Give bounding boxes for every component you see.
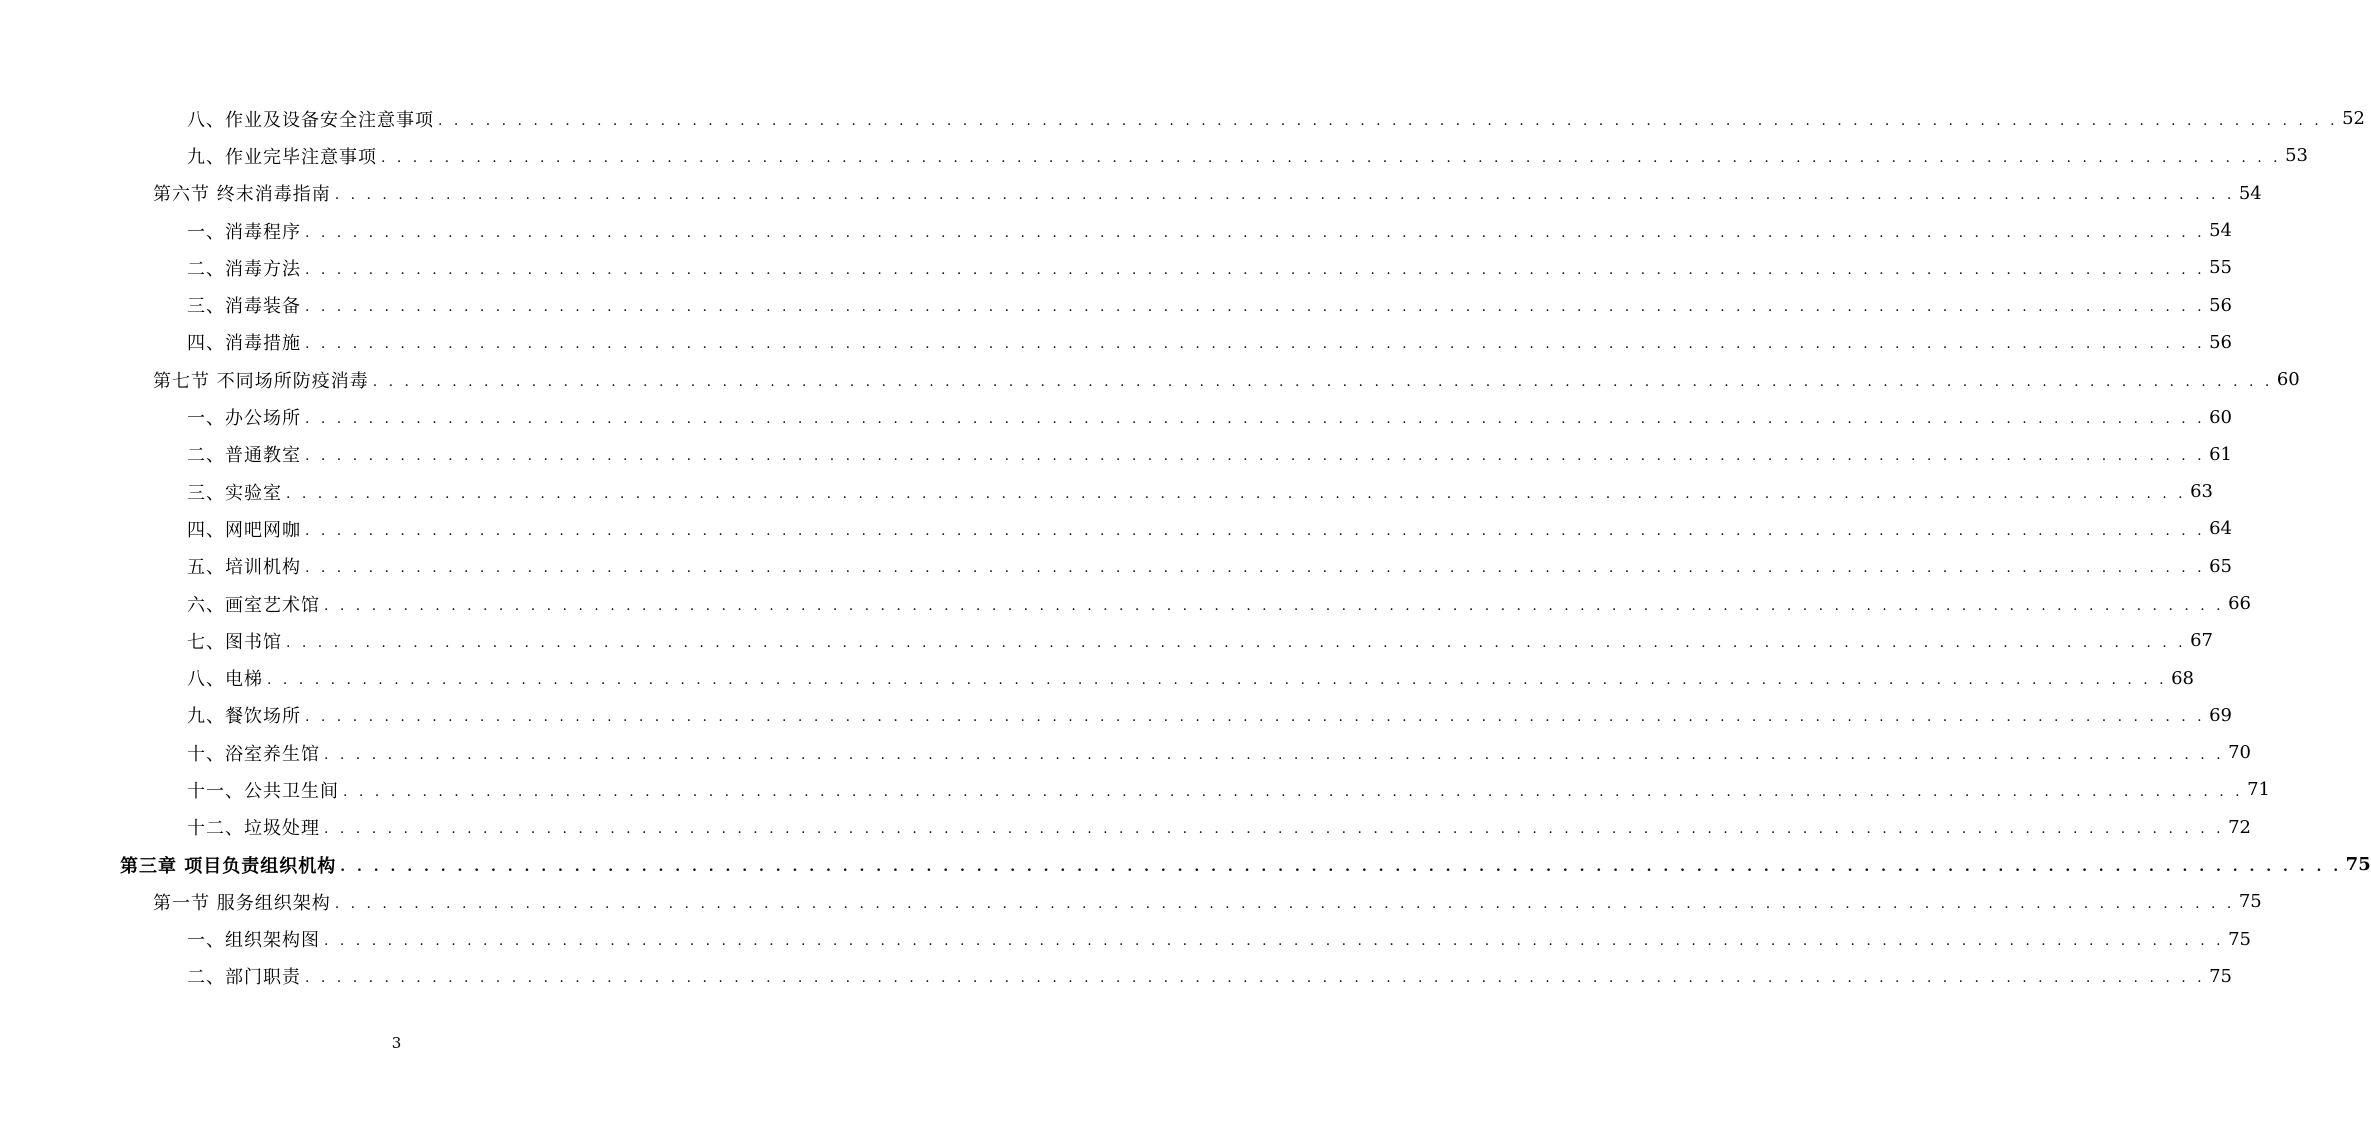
toc-entry-label: 十一、公共卫生间 xyxy=(187,780,339,802)
toc-leader-dots: . . . . . . . . . . . . . . . . . . . . . . . . . . . . . . . . . . . . . . . . . . . . . . . . . . . . . . . . . . . . . . . . . . . . . . . . . . . . . . . . . . . . . . . . . . . . . . . . . . . . . . . . . . . . . . . . . . . . . . . . xyxy=(438,112,2339,129)
toc-entry-page: 72 xyxy=(2228,816,2252,838)
toc-entry xyxy=(0,249,2233,286)
toc-entry-label: 一、办公场所 xyxy=(187,408,301,430)
toc-leader-dots: . . . . . . . . . . . . . . . . . . . . . . . . . . . . . . . . . . . . . . . . . . . . . . . . . . . . . . . . . . . . . . . . . . . . . . . . . . . . . . . . . . . . . . . . . . . . . . . . . . . . . . . . . . . . . . . . . . . . . . . . xyxy=(267,672,2168,689)
toc-entry-page: 54 xyxy=(2209,220,2233,242)
toc-entry-label: 二、普通教室 xyxy=(187,445,301,467)
toc-entry xyxy=(0,883,2262,920)
toc-entry-page: 66 xyxy=(2228,593,2252,614)
toc-entry xyxy=(0,846,2371,883)
toc-entry-label: 二、部门职责 xyxy=(187,967,301,989)
toc-entry-page: 54 xyxy=(2238,182,2262,204)
page-number: 3 xyxy=(391,1034,402,1052)
toc-entry xyxy=(0,809,2252,846)
toc-entry-label: 六、画室艺术馆 xyxy=(187,594,320,616)
toc-entry xyxy=(0,436,2233,473)
toc-entry-label: 二、消毒方法 xyxy=(187,258,301,280)
toc-entry xyxy=(0,958,2233,995)
toc-entry-label: 五、培训机构 xyxy=(187,557,301,579)
toc-entry xyxy=(0,659,2195,696)
toc-entry xyxy=(0,771,2271,808)
toc-leader-dots: . . . . . . . . . . . . . . . . . . . . . . . . . . . . . . . . . . . . . . . . . . . . . . . . . . . . . . . . . . . . . . . . . . . . . . . . . . . . . . . . . . . . . . . . . . . . . . . . . . . . . . . . . . . . . . . . . . . . . . . . xyxy=(305,299,2206,316)
toc-leader-dots: . . . . . . . . . . . . . . . . . . . . . . . . . . . . . . . . . . . . . . . . . . . . . . . . . . . . . . . . . . . . . . . . . . . . . . . . . . . . . . . . . . . . . . . . . . . . . . . . . . . . . . . . . . . . . . . . . . . . . . . . xyxy=(340,858,2342,875)
table-of-contents xyxy=(0,100,2371,995)
toc-entry-label: 九、作业完毕注意事项 xyxy=(187,146,377,168)
toc-entry-page: 53 xyxy=(2285,145,2309,167)
toc-leader-dots: . . . . . . . . . . . . . . . . . . . . . . . . . . . . . . . . . . . . . . . . . . . . . . . . . . . . . . . . . . . . . . . . . . . . . . . . . . . . . . . . . . . . . . . . . . . . . . . . . . . . . . . . . . . . . . . . . . . . . . . . xyxy=(343,783,2244,800)
toc-entry-label: 十二、垃圾处理 xyxy=(187,818,320,840)
toc-entry-page: 75 xyxy=(2209,965,2233,987)
toc-entry-page: 60 xyxy=(2209,406,2233,428)
toc-entry-page: 55 xyxy=(2209,257,2233,279)
toc-entry-page: 69 xyxy=(2209,704,2233,726)
toc-entry-page: 75 xyxy=(2228,928,2252,950)
toc-leader-dots: . . . . . . . . . . . . . . . . . . . . . . . . . . . . . . . . . . . . . . . . . . . . . . . . . . . . . . . . . . . . . . . . . . . . . . . . . . . . . . . . . . . . . . . . . . . . . . . . . . . . . . . . . . . . . . . . . . . . . . . . xyxy=(305,411,2206,428)
toc-entry-label: 四、消毒措施 xyxy=(187,333,301,355)
toc-entry-page: 75 xyxy=(2238,891,2262,913)
toc-entry-page: 52 xyxy=(2342,108,2366,130)
toc-entry-label: 第一节 服务组织架构 xyxy=(153,892,331,914)
toc-entry-label: 一、消毒程序 xyxy=(187,221,301,243)
toc-entry xyxy=(0,510,2233,547)
toc-leader-dots: . . . . . . . . . . . . . . . . . . . . . . . . . . . . . . . . . . . . . . . . . . . . . . . . . . . . . . . . . . . . . . . . . . . . . . . . . . . . . . . . . . . . . . . . . . . . . . . . . . . . . . . . . . . . . . . . . . . . . . . . xyxy=(305,970,2206,987)
toc-leader-dots: . . . . . . . . . . . . . . . . . . . . . . . . . . . . . . . . . . . . . . . . . . . . . . . . . . . . . . . . . . . . . . . . . . . . . . . . . . . . . . . . . . . . . . . . . . . . . . . . . . . . . . . . . . . . . . . . . . . . . . . . xyxy=(372,373,2273,390)
toc-entry xyxy=(0,473,2214,510)
toc-leader-dots: . . . . . . . . . . . . . . . . . . . . . . . . . . . . . . . . . . . . . . . . . . . . . . . . . . . . . . . . . . . . . . . . . . . . . . . . . . . . . . . . . . . . . . . . . . . . . . . . . . . . . . . . . . . . . . . . . . . . . . . . xyxy=(324,821,2225,838)
toc-entry-label: 第七节 不同场所防疫消毒 xyxy=(153,370,369,392)
toc-leader-dots: . . . . . . . . . . . . . . . . . . . . . . . . . . . . . . . . . . . . . . . . . . . . . . . . . . . . . . . . . . . . . . . . . . . . . . . . . . . . . . . . . . . . . . . . . . . . . . . . . . . . . . . . . . . . . . . . . . . . . . . . xyxy=(381,149,2282,166)
toc-entry xyxy=(0,585,2252,622)
toc-entry xyxy=(0,622,2214,659)
toc-entry xyxy=(0,212,2233,249)
toc-entry-label: 第三章 项目负责组织机构 xyxy=(120,855,337,877)
toc-entry-page: 56 xyxy=(2209,331,2233,353)
toc-entry-label: 十、浴室养生馆 xyxy=(187,743,320,765)
toc-leader-dots: . . . . . . . . . . . . . . . . . . . . . . . . . . . . . . . . . . . . . . . . . . . . . . . . . . . . . . . . . . . . . . . . . . . . . . . . . . . . . . . . . . . . . . . . . . . . . . . . . . . . . . . . . . . . . . . . . . . . . . . . xyxy=(286,634,2187,651)
toc-leader-dots: . . . . . . . . . . . . . . . . . . . . . . . . . . . . . . . . . . . . . . . . . . . . . . . . . . . . . . . . . . . . . . . . . . . . . . . . . . . . . . . . . . . . . . . . . . . . . . . . . . . . . . . . . . . . . . . . . . . . . . . . xyxy=(305,448,2206,465)
toc-entry-label: 九、餐饮场所 xyxy=(187,706,301,728)
toc-entry-page: 63 xyxy=(2190,481,2214,503)
toc-entry-page: 67 xyxy=(2190,630,2214,652)
toc-entry xyxy=(0,548,2233,585)
toc-leader-dots: . . . . . . . . . . . . . . . . . . . . . . . . . . . . . . . . . . . . . . . . . . . . . . . . . . . . . . . . . . . . . . . . . . . . . . . . . . . . . . . . . . . . . . . . . . . . . . . . . . . . . . . . . . . . . . . . . . . . . . . . xyxy=(324,746,2225,763)
toc-leader-dots: . . . . . . . . . . . . . . . . . . . . . . . . . . . . . . . . . . . . . . . . . . . . . . . . . . . . . . . . . . . . . . . . . . . . . . . . . . . . . . . . . . . . . . . . . . . . . . . . . . . . . . . . . . . . . . . . . . . . . . . . xyxy=(334,895,2235,912)
toc-entry xyxy=(0,734,2252,771)
toc-leader-dots: . . . . . . . . . . . . . . . . . . . . . . . . . . . . . . . . . . . . . . . . . . . . . . . . . . . . . . . . . . . . . . . . . . . . . . . . . . . . . . . . . . . . . . . . . . . . . . . . . . . . . . . . . . . . . . . . . . . . . . . . xyxy=(286,485,2187,502)
toc-entry-page: 71 xyxy=(2247,779,2271,801)
toc-leader-dots: . . . . . . . . . . . . . . . . . . . . . . . . . . . . . . . . . . . . . . . . . . . . . . . . . . . . . . . . . . . . . . . . . . . . . . . . . . . . . . . . . . . . . . . . . . . . . . . . . . . . . . . . . . . . . . . . . . . . . . . . xyxy=(324,933,2225,950)
toc-entry xyxy=(0,697,2233,734)
toc-entry-label: 三、消毒装备 xyxy=(187,296,301,318)
toc-leader-dots: . . . . . . . . . . . . . . . . . . . . . . . . . . . . . . . . . . . . . . . . . . . . . . . . . . . . . . . . . . . . . . . . . . . . . . . . . . . . . . . . . . . . . . . . . . . . . . . . . . . . . . . . . . . . . . . . . . . . . . . . xyxy=(305,336,2206,353)
toc-entry-label: 四、网吧网咖 xyxy=(187,519,301,541)
toc-entry-page: 61 xyxy=(2209,443,2233,465)
toc-entry xyxy=(0,324,2233,361)
toc-leader-dots: . . . . . . . . . . . . . . . . . . . . . . . . . . . . . . . . . . . . . . . . . . . . . . . . . . . . . . . . . . . . . . . . . . . . . . . . . . . . . . . . . . . . . . . . . . . . . . . . . . . . . . . . . . . . . . . . . . . . . . . . xyxy=(305,261,2206,278)
toc-entry xyxy=(0,398,2233,435)
toc-entry xyxy=(0,137,2309,174)
toc-entry xyxy=(0,100,2366,137)
toc-leader-dots: . . . . . . . . . . . . . . . . . . . . . . . . . . . . . . . . . . . . . . . . . . . . . . . . . . . . . . . . . . . . . . . . . . . . . . . . . . . . . . . . . . . . . . . . . . . . . . . . . . . . . . . . . . . . . . . . . . . . . . . . xyxy=(305,709,2206,726)
toc-entry xyxy=(0,361,2300,398)
toc-leader-dots: . . . . . . . . . . . . . . . . . . . . . . . . . . . . . . . . . . . . . . . . . . . . . . . . . . . . . . . . . . . . . . . . . . . . . . . . . . . . . . . . . . . . . . . . . . . . . . . . . . . . . . . . . . . . . . . . . . . . . . . . xyxy=(334,187,2235,204)
toc-entry-label: 八、作业及设备安全注意事项 xyxy=(187,109,434,131)
toc-leader-dots: . . . . . . . . . . . . . . . . . . . . . . . . . . . . . . . . . . . . . . . . . . . . . . . . . . . . . . . . . . . . . . . . . . . . . . . . . . . . . . . . . . . . . . . . . . . . . . . . . . . . . . . . . . . . . . . . . . . . . . . . xyxy=(305,560,2206,577)
toc-leader-dots: . . . . . . . . . . . . . . . . . . . . . . . . . . . . . . . . . . . . . . . . . . . . . . . . . . . . . . . . . . . . . . . . . . . . . . . . . . . . . . . . . . . . . . . . . . . . . . . . . . . . . . . . . . . . . . . . . . . . . . . . xyxy=(305,522,2206,539)
toc-entry-page: 60 xyxy=(2276,369,2300,391)
toc-entry-page: 56 xyxy=(2209,294,2233,316)
toc-entry-page: 68 xyxy=(2171,667,2195,689)
toc-entry xyxy=(0,175,2262,212)
toc-entry xyxy=(0,286,2233,323)
toc-entry-page: 65 xyxy=(2209,555,2233,577)
toc-entry-page: 70 xyxy=(2228,742,2252,764)
toc-entry-label: 七、图书馆 xyxy=(187,631,282,653)
toc-entry-label: 一、组织架构图 xyxy=(187,930,320,952)
toc-leader-dots: . . . . . . . . . . . . . . . . . . . . . . . . . . . . . . . . . . . . . . . . . . . . . . . . . . . . . . . . . . . . . . . . . . . . . . . . . . . . . . . . . . . . . . . . . . . . . . . . . . . . . . . . . . . . . . . . . . . . . . . . xyxy=(305,224,2206,241)
toc-entry-page: 75 xyxy=(2345,854,2371,876)
toc-entry-label: 三、实验室 xyxy=(187,482,282,504)
toc-leader-dots: . . . . . . . . . . . . . . . . . . . . . . . . . . . . . . . . . . . . . . . . . . . . . . . . . . . . . . . . . . . . . . . . . . . . . . . . . . . . . . . . . . . . . . . . . . . . . . . . . . . . . . . . . . . . . . . . . . . . . . . . xyxy=(324,597,2225,614)
toc-entry-page: 64 xyxy=(2209,518,2233,540)
toc-entry xyxy=(0,921,2252,958)
toc-entry-label: 第六节 终末消毒指南 xyxy=(153,184,331,206)
toc-entry-label: 八、电梯 xyxy=(187,669,263,691)
